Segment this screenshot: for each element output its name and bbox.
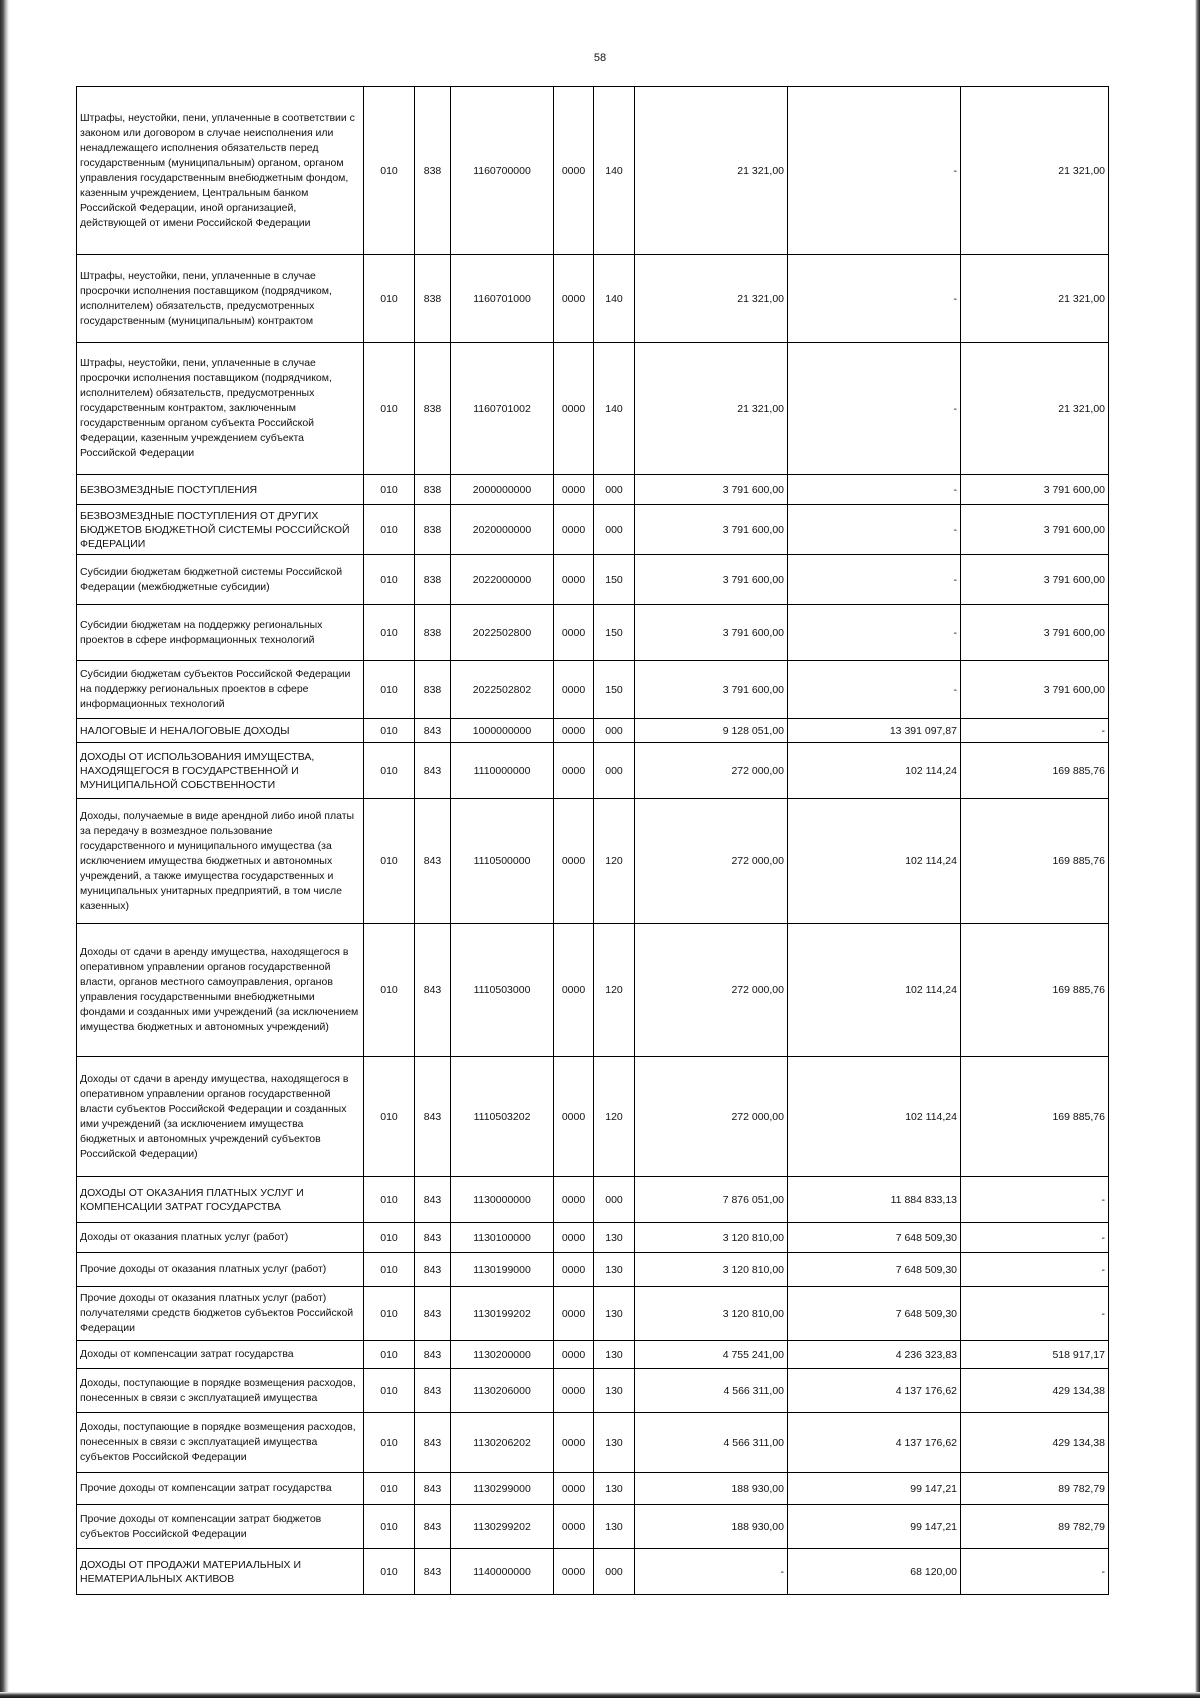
code-cell-4: 0000	[554, 1505, 594, 1549]
value-cell-1: 3 791 600,00	[635, 661, 788, 719]
code-cell-4: 0000	[554, 343, 594, 475]
code-cell-2: 838	[415, 605, 451, 661]
code-cell-2: 843	[415, 719, 451, 743]
row-name-cell: Прочие доходы от оказания платных услуг (работ)	[77, 1253, 364, 1287]
code-cell-2: 843	[415, 1369, 451, 1413]
value-cell-2: -	[788, 661, 961, 719]
code-cell-4: 0000	[554, 1253, 594, 1287]
value-cell-2: 4 236 323,83	[788, 1341, 961, 1369]
value-cell-2: 99 147,21	[788, 1505, 961, 1549]
row-name-cell: Доходы от сдачи в аренду имущества, находящегося в оперативном управлении органов государственной власти субъектов Российской Федерации и созданных ими учреждений (за исключением имущества бюджетных и автономных учреждений субъектов Российской Федерации)	[77, 1057, 364, 1177]
value-cell-3: 3 791 600,00	[961, 605, 1109, 661]
code-cell-3: 1130206202	[451, 1413, 554, 1473]
value-cell-1: 4 566 311,00	[635, 1413, 788, 1473]
value-cell-2: 99 147,21	[788, 1473, 961, 1505]
row-name-cell: Доходы от сдачи в аренду имущества, находящегося в оперативном управлении органов государственной власти, органов местного самоуправления, органов управления государственными внебюджетными фондами и созданных ими учреждений (за исключением имущества бюджетных и автономных учреждений)	[77, 924, 364, 1057]
table-row	[77, 924, 1109, 1057]
code-cell-1: 010	[364, 1287, 415, 1341]
value-cell-3: -	[961, 1223, 1109, 1253]
code-cell-4: 0000	[554, 924, 594, 1057]
table-row	[77, 605, 1109, 661]
code-cell-4: 0000	[554, 555, 594, 605]
code-cell-4: 0000	[554, 255, 594, 343]
code-cell-3: 1110500000	[451, 799, 554, 924]
code-cell-4: 0000	[554, 87, 594, 255]
code-cell-4: 0000	[554, 1473, 594, 1505]
code-cell-3: 1130000000	[451, 1177, 554, 1223]
table-row	[77, 799, 1109, 924]
code-cell-2: 838	[415, 343, 451, 475]
row-name-cell: ДОХОДЫ ОТ ОКАЗАНИЯ ПЛАТНЫХ УСЛУГ И КОМПЕНСАЦИИ ЗАТРАТ ГОСУДАРСТВА	[77, 1177, 364, 1223]
table-row	[77, 1341, 1109, 1369]
table-row	[77, 555, 1109, 605]
value-cell-3: 3 791 600,00	[961, 661, 1109, 719]
code-cell-5: 140	[594, 255, 635, 343]
table-row	[77, 1505, 1109, 1549]
code-cell-3: 1130299202	[451, 1505, 554, 1549]
code-cell-5: 150	[594, 605, 635, 661]
code-cell-3: 2000000000	[451, 475, 554, 505]
value-cell-1: 272 000,00	[635, 1057, 788, 1177]
value-cell-3: 21 321,00	[961, 255, 1109, 343]
table-row	[77, 1287, 1109, 1341]
table-row	[77, 1177, 1109, 1223]
code-cell-5: 130	[594, 1287, 635, 1341]
value-cell-1: 3 791 600,00	[635, 605, 788, 661]
code-cell-1: 010	[364, 555, 415, 605]
table-row	[77, 343, 1109, 475]
row-name-cell: Субсидии бюджетам на поддержку региональных проектов в сфере информационных технологий	[77, 605, 364, 661]
value-cell-2: 102 114,24	[788, 743, 961, 799]
value-cell-1: 4 566 311,00	[635, 1369, 788, 1413]
value-cell-3: 21 321,00	[961, 87, 1109, 255]
table-row	[77, 475, 1109, 505]
code-cell-4: 0000	[554, 1223, 594, 1253]
code-cell-5: 130	[594, 1223, 635, 1253]
code-cell-5: 120	[594, 799, 635, 924]
value-cell-1: 3 791 600,00	[635, 555, 788, 605]
value-cell-1: 272 000,00	[635, 799, 788, 924]
code-cell-2: 838	[415, 505, 451, 555]
row-name-cell: ДОХОДЫ ОТ ПРОДАЖИ МАТЕРИАЛЬНЫХ И НЕМАТЕРИАЛЬНЫХ АКТИВОВ	[77, 1549, 364, 1595]
table-row	[77, 719, 1109, 743]
table-row	[77, 505, 1109, 555]
value-cell-3: 169 885,76	[961, 743, 1109, 799]
value-cell-2: -	[788, 475, 961, 505]
code-cell-1: 010	[364, 1253, 415, 1287]
value-cell-1: 3 791 600,00	[635, 475, 788, 505]
code-cell-5: 130	[594, 1473, 635, 1505]
value-cell-1: 3 791 600,00	[635, 505, 788, 555]
row-name-cell: Прочие доходы от компенсации затрат бюджетов субъектов Российской Федерации	[77, 1505, 364, 1549]
code-cell-1: 010	[364, 343, 415, 475]
page-number: 58	[593, 52, 607, 64]
value-cell-2: -	[788, 87, 961, 255]
value-cell-3: -	[961, 1253, 1109, 1287]
table-row	[77, 1057, 1109, 1177]
code-cell-5: 150	[594, 661, 635, 719]
code-cell-2: 843	[415, 924, 451, 1057]
code-cell-3: 2022502800	[451, 605, 554, 661]
row-name-cell: Доходы от оказания платных услуг (работ)	[77, 1223, 364, 1253]
code-cell-2: 843	[415, 1177, 451, 1223]
row-name-cell: Штрафы, неустойки, пени, уплаченные в случае просрочки исполнения поставщиком (подрядчиком, исполнителем) обязательств, предусмотренных государственным (муниципальным) контрактом	[77, 255, 364, 343]
code-cell-2: 843	[415, 1505, 451, 1549]
code-cell-2: 843	[415, 743, 451, 799]
row-name-cell: БЕЗВОЗМЕЗДНЫЕ ПОСТУПЛЕНИЯ ОТ ДРУГИХ БЮДЖЕТОВ БЮДЖЕТНОЙ СИСТЕМЫ РОССИЙСКОЙ ФЕДЕРАЦИИ	[77, 505, 364, 555]
code-cell-5: 140	[594, 87, 635, 255]
code-cell-1: 010	[364, 1473, 415, 1505]
code-cell-1: 010	[364, 1057, 415, 1177]
code-cell-1: 010	[364, 505, 415, 555]
code-cell-5: 130	[594, 1413, 635, 1473]
code-cell-4: 0000	[554, 743, 594, 799]
value-cell-2: 11 884 833,13	[788, 1177, 961, 1223]
value-cell-3: 3 791 600,00	[961, 505, 1109, 555]
code-cell-2: 843	[415, 1057, 451, 1177]
code-cell-3: 1130199000	[451, 1253, 554, 1287]
value-cell-1: -	[635, 1549, 788, 1595]
code-cell-2: 838	[415, 255, 451, 343]
value-cell-1: 21 321,00	[635, 87, 788, 255]
code-cell-4: 0000	[554, 505, 594, 555]
code-cell-2: 838	[415, 475, 451, 505]
row-name-cell: Штрафы, неустойки, пени, уплаченные в соответствии с законом или договором в случае неисполнения или ненадлежащего исполнения обязательств перед государственным (муниципальным) органом, органом управления государственным внебюджетным фондом, казенным учреждением, Центральным банком Российской Федерации, иной организацией, действующей от имени Российской Федерации	[77, 87, 364, 255]
code-cell-4: 0000	[554, 719, 594, 743]
code-cell-4: 0000	[554, 475, 594, 505]
code-cell-3: 1130199202	[451, 1287, 554, 1341]
revenue-table	[76, 86, 1109, 1595]
value-cell-1: 9 128 051,00	[635, 719, 788, 743]
value-cell-1: 7 876 051,00	[635, 1177, 788, 1223]
code-cell-1: 010	[364, 475, 415, 505]
value-cell-2: 4 137 176,62	[788, 1369, 961, 1413]
code-cell-3: 1130206000	[451, 1369, 554, 1413]
code-cell-4: 0000	[554, 605, 594, 661]
code-cell-5: 000	[594, 1549, 635, 1595]
code-cell-4: 0000	[554, 1057, 594, 1177]
table-row	[77, 661, 1109, 719]
code-cell-5: 000	[594, 1177, 635, 1223]
table-row	[77, 255, 1109, 343]
code-cell-4: 0000	[554, 1177, 594, 1223]
code-cell-3: 1160701000	[451, 255, 554, 343]
value-cell-3: 169 885,76	[961, 1057, 1109, 1177]
table-row	[77, 1413, 1109, 1473]
code-cell-3: 1130200000	[451, 1341, 554, 1369]
code-cell-5: 130	[594, 1505, 635, 1549]
code-cell-3: 1130100000	[451, 1223, 554, 1253]
code-cell-2: 838	[415, 661, 451, 719]
value-cell-1: 188 930,00	[635, 1505, 788, 1549]
code-cell-4: 0000	[554, 661, 594, 719]
code-cell-3: 1160700000	[451, 87, 554, 255]
value-cell-1: 272 000,00	[635, 924, 788, 1057]
code-cell-1: 010	[364, 661, 415, 719]
code-cell-5: 000	[594, 719, 635, 743]
value-cell-3: 89 782,79	[961, 1505, 1109, 1549]
code-cell-1: 010	[364, 1177, 415, 1223]
code-cell-4: 0000	[554, 1341, 594, 1369]
code-cell-2: 843	[415, 1223, 451, 1253]
code-cell-3: 2022000000	[451, 555, 554, 605]
code-cell-1: 010	[364, 719, 415, 743]
value-cell-3: 518 917,17	[961, 1341, 1109, 1369]
code-cell-2: 843	[415, 1549, 451, 1595]
code-cell-5: 120	[594, 924, 635, 1057]
code-cell-1: 010	[364, 1505, 415, 1549]
value-cell-2: 4 137 176,62	[788, 1413, 961, 1473]
code-cell-4: 0000	[554, 1549, 594, 1595]
value-cell-2: -	[788, 555, 961, 605]
table-row	[77, 1549, 1109, 1595]
code-cell-5: 130	[594, 1253, 635, 1287]
code-cell-4: 0000	[554, 1369, 594, 1413]
scan-edge-right	[1195, 0, 1200, 1698]
code-cell-3: 1130299000	[451, 1473, 554, 1505]
code-cell-5: 120	[594, 1057, 635, 1177]
code-cell-1: 010	[364, 743, 415, 799]
code-cell-1: 010	[364, 255, 415, 343]
code-cell-2: 843	[415, 1473, 451, 1505]
value-cell-2: 7 648 509,30	[788, 1223, 961, 1253]
code-cell-1: 010	[364, 1341, 415, 1369]
code-cell-3: 1110000000	[451, 743, 554, 799]
value-cell-1: 188 930,00	[635, 1473, 788, 1505]
code-cell-2: 843	[415, 1341, 451, 1369]
value-cell-2: -	[788, 505, 961, 555]
value-cell-3: 169 885,76	[961, 924, 1109, 1057]
value-cell-2: -	[788, 255, 961, 343]
code-cell-2: 843	[415, 799, 451, 924]
value-cell-2: 102 114,24	[788, 1057, 961, 1177]
code-cell-4: 0000	[554, 1413, 594, 1473]
row-name-cell: Доходы, поступающие в порядке возмещения расходов, понесенных в связи с эксплуатацией имущества	[77, 1369, 364, 1413]
code-cell-3: 1110503202	[451, 1057, 554, 1177]
row-name-cell: НАЛОГОВЫЕ И НЕНАЛОГОВЫЕ ДОХОДЫ	[77, 719, 364, 743]
value-cell-2: -	[788, 343, 961, 475]
code-cell-3: 2020000000	[451, 505, 554, 555]
code-cell-1: 010	[364, 799, 415, 924]
value-cell-1: 272 000,00	[635, 743, 788, 799]
value-cell-2: 68 120,00	[788, 1549, 961, 1595]
code-cell-5: 000	[594, 475, 635, 505]
value-cell-2: 13 391 097,87	[788, 719, 961, 743]
value-cell-3: -	[961, 1177, 1109, 1223]
row-name-cell: Доходы, получаемые в виде арендной либо иной платы за передачу в возмездное пользование государственного и муниципального имущества (за исключением имущества бюджетных и автономных учреждений, а также имущества государственных и муниципальных унитарных предприятий, в том числе казенных)	[77, 799, 364, 924]
value-cell-1: 4 755 241,00	[635, 1341, 788, 1369]
value-cell-1: 21 321,00	[635, 255, 788, 343]
row-name-cell: Субсидии бюджетам бюджетной системы Российской Федерации (межбюджетные субсидии)	[77, 555, 364, 605]
value-cell-1: 3 120 810,00	[635, 1287, 788, 1341]
value-cell-3: -	[961, 1287, 1109, 1341]
code-cell-1: 010	[364, 1223, 415, 1253]
table-row	[77, 1223, 1109, 1253]
value-cell-1: 3 120 810,00	[635, 1223, 788, 1253]
scan-edge-left	[0, 0, 9, 1698]
value-cell-2: 102 114,24	[788, 799, 961, 924]
code-cell-5: 130	[594, 1341, 635, 1369]
value-cell-2: -	[788, 605, 961, 661]
row-name-cell: Штрафы, неустойки, пени, уплаченные в случае просрочки исполнения поставщиком (подрядчиком, исполнителем) обязательств, предусмотренных государственным контрактом, заключенным государственным органом субъекта Российской Федерации, казенным учреждением субъекта Российской Федерации	[77, 343, 364, 475]
code-cell-2: 843	[415, 1413, 451, 1473]
table-row	[77, 1369, 1109, 1413]
value-cell-3: 3 791 600,00	[961, 555, 1109, 605]
value-cell-3: 429 134,38	[961, 1413, 1109, 1473]
scan-edge-bottom	[0, 1692, 1200, 1698]
row-name-cell: БЕЗВОЗМЕЗДНЫЕ ПОСТУПЛЕНИЯ	[77, 475, 364, 505]
table-body	[77, 87, 1109, 1595]
value-cell-3: -	[961, 719, 1109, 743]
value-cell-3: 169 885,76	[961, 799, 1109, 924]
row-name-cell: ДОХОДЫ ОТ ИСПОЛЬЗОВАНИЯ ИМУЩЕСТВА, НАХОДЯЩЕГОСЯ В ГОСУДАРСТВЕННОЙ И МУНИЦИПАЛЬНОЙ СОБСТВЕННОСТИ	[77, 743, 364, 799]
code-cell-1: 010	[364, 1413, 415, 1473]
row-name-cell: Доходы от компенсации затрат государства	[77, 1341, 364, 1369]
code-cell-5: 000	[594, 743, 635, 799]
value-cell-2: 7 648 509,30	[788, 1287, 961, 1341]
value-cell-2: 102 114,24	[788, 924, 961, 1057]
code-cell-5: 150	[594, 555, 635, 605]
value-cell-3: 3 791 600,00	[961, 475, 1109, 505]
value-cell-2: 7 648 509,30	[788, 1253, 961, 1287]
code-cell-3: 1000000000	[451, 719, 554, 743]
code-cell-5: 000	[594, 505, 635, 555]
row-name-cell: Прочие доходы от оказания платных услуг (работ) получателями средств бюджетов субъектов Российской Федерации	[77, 1287, 364, 1341]
code-cell-3: 1140000000	[451, 1549, 554, 1595]
value-cell-3: 21 321,00	[961, 343, 1109, 475]
code-cell-3: 1110503000	[451, 924, 554, 1057]
code-cell-2: 843	[415, 1253, 451, 1287]
table-row	[77, 1473, 1109, 1505]
code-cell-3: 1160701002	[451, 343, 554, 475]
row-name-cell: Субсидии бюджетам субъектов Российской Федерации на поддержку региональных проектов в сфере информационных технологий	[77, 661, 364, 719]
code-cell-1: 010	[364, 605, 415, 661]
row-name-cell: Прочие доходы от компенсации затрат государства	[77, 1473, 364, 1505]
code-cell-1: 010	[364, 1369, 415, 1413]
value-cell-3: 429 134,38	[961, 1369, 1109, 1413]
code-cell-5: 130	[594, 1369, 635, 1413]
table-row	[77, 743, 1109, 799]
code-cell-1: 010	[364, 87, 415, 255]
code-cell-2: 838	[415, 555, 451, 605]
code-cell-4: 0000	[554, 1287, 594, 1341]
code-cell-2: 838	[415, 87, 451, 255]
value-cell-3: -	[961, 1549, 1109, 1595]
code-cell-1: 010	[364, 1549, 415, 1595]
value-cell-3: 89 782,79	[961, 1473, 1109, 1505]
code-cell-5: 140	[594, 343, 635, 475]
value-cell-1: 3 120 810,00	[635, 1253, 788, 1287]
code-cell-4: 0000	[554, 799, 594, 924]
code-cell-2: 843	[415, 1287, 451, 1341]
row-name-cell: Доходы, поступающие в порядке возмещения расходов, понесенных в связи с эксплуатацией имущества субъектов Российской Федерации	[77, 1413, 364, 1473]
table-row	[77, 1253, 1109, 1287]
table-row	[77, 87, 1109, 255]
code-cell-1: 010	[364, 924, 415, 1057]
value-cell-1: 21 321,00	[635, 343, 788, 475]
code-cell-3: 2022502802	[451, 661, 554, 719]
